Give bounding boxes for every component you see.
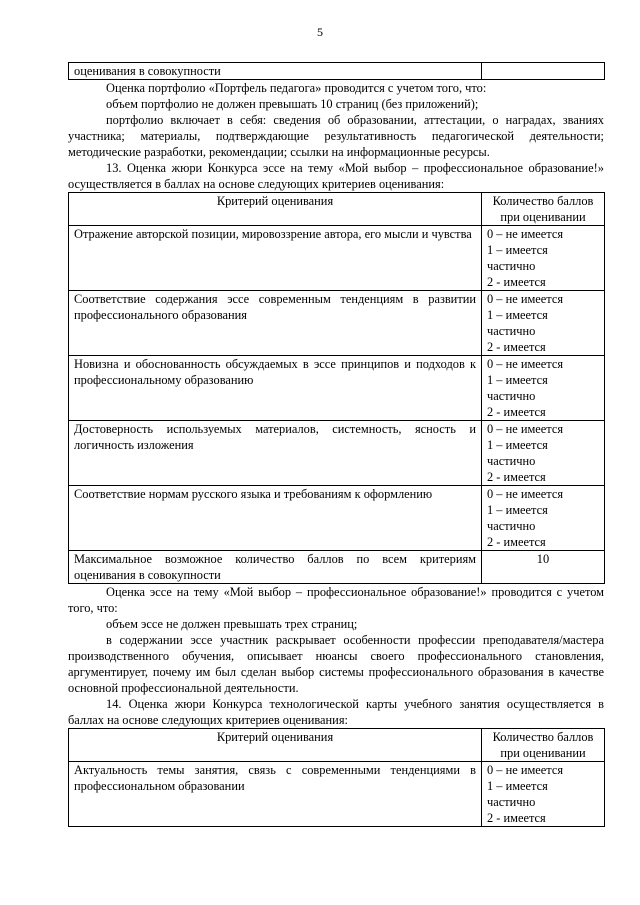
score-line: 0 – не имеется <box>487 357 564 371</box>
paragraph: объем портфолио не должен превышать 10 страниц (без приложений); <box>106 97 479 111</box>
criterion-cell: Соответствие содержания эссе современным тенденциям в развитии профессионального образования <box>69 291 482 356</box>
table-row-total <box>69 551 605 584</box>
table-row <box>69 356 605 421</box>
score-line: 1 – имеется <box>487 373 548 387</box>
score-line: частично <box>487 519 536 533</box>
header-score-line: при оценивании <box>500 746 586 760</box>
score-cell <box>482 421 605 486</box>
score-line: 0 – не имеется <box>487 763 564 777</box>
score-line: 1 – имеется <box>487 779 548 793</box>
portfolio-table-continuation <box>68 62 605 80</box>
criterion-cell: Актуальность темы занятия, связь с современными тенденциями в профессиональном образовании <box>69 762 482 827</box>
score-line: 1 – имеется <box>487 243 548 257</box>
score-line: 1 – имеется <box>487 503 548 517</box>
table-header-score <box>482 729 605 762</box>
score-cell <box>482 356 605 421</box>
score-line: 2 - имеется <box>487 470 546 484</box>
score-cell <box>482 226 605 291</box>
criterion-cell: Соответствие нормам русского языка и требованиям к оформлению <box>69 486 482 551</box>
paragraph-section-14: 14. Оценка жюри Конкурса технологической карты учебного занятия осуществляется в баллах на основе следующих критериев оценивания: <box>68 697 604 727</box>
score-cell <box>482 762 605 827</box>
score-line: 0 – не имеется <box>487 422 564 436</box>
page-number: 5 <box>317 25 323 39</box>
table-header-criterion: Критерий оценивания <box>69 729 482 762</box>
paragraph: в содержании эссе участник раскрывает особенности профессии преподавателя/мастера производственного обучения, описывает нюансы своего профессионального становления, аргументирует, почему им был сделан выбор системы профессионального образования в качестве основной профессиональной деятельности. <box>68 633 604 695</box>
table-row <box>69 291 605 356</box>
criterion-cell: Отражение авторской позиции, мировоззрение автора, его мысли и чувства <box>69 226 482 291</box>
score-line: 2 - имеется <box>487 535 546 549</box>
score-line: частично <box>487 454 536 468</box>
criterion-cell: Новизна и обоснованность обсуждаемых в эссе принципов и подходов к профессиональному образованию <box>69 356 482 421</box>
score-line: 2 - имеется <box>487 811 546 825</box>
header-score-line: Количество баллов <box>492 730 594 744</box>
table-row <box>69 762 605 827</box>
score-line: 0 – не имеется <box>487 487 564 501</box>
paragraph: объем эссе не должен превышать трех страниц; <box>106 617 358 631</box>
score-line: 2 - имеется <box>487 340 546 354</box>
paragraph-section-13: 13. Оценка жюри Конкурса эссе на тему «Мой выбор – профессиональное образование!» осуществляется в баллах на основе следующих критериев оценивания: <box>68 161 604 191</box>
total-value-cell: 10 <box>482 551 605 584</box>
criterion-cell: Достоверность используемых материалов, системность, ясность и логичность изложения <box>69 421 482 486</box>
table-cell <box>482 63 605 80</box>
score-line: частично <box>487 324 536 338</box>
score-line: 2 - имеется <box>487 275 546 289</box>
essay-criteria-table <box>68 192 605 584</box>
header-score-line: при оценивании <box>500 210 586 224</box>
table-row <box>69 226 605 291</box>
score-line: 0 – не имеется <box>487 292 564 306</box>
total-label-cell: Максимальное возможное количество баллов по всем критериям оценивания в совокупности <box>69 551 482 584</box>
score-line: 0 – не имеется <box>487 227 564 241</box>
table-cell: оценивания в совокупности <box>69 63 482 80</box>
score-line: частично <box>487 389 536 403</box>
paragraph: Оценка портфолио «Портфель педагога» проводится с учетом того, что: <box>106 81 487 95</box>
paragraph: портфолио включает в себя: сведения об образовании, аттестации, о наградах, званиях участника; материалы, подтверждающие результативность педагогической деятельности; методические разработки, рекомендации; ссылки на информационные ресурсы. <box>68 113 604 159</box>
paragraph: Оценка эссе на тему «Мой выбор – профессиональное образование!» проводится с учетом того, что: <box>68 585 604 615</box>
table-header-criterion: Критерий оценивания <box>69 193 482 226</box>
score-line: 1 – имеется <box>487 308 548 322</box>
page-content <box>68 62 604 827</box>
score-cell <box>482 486 605 551</box>
score-cell <box>482 291 605 356</box>
score-line: частично <box>487 795 536 809</box>
header-score-line: Количество баллов <box>492 194 594 208</box>
table-row <box>69 421 605 486</box>
score-line: частично <box>487 259 536 273</box>
table-row <box>69 486 605 551</box>
score-line: 2 - имеется <box>487 405 546 419</box>
lesson-criteria-table <box>68 728 605 827</box>
score-line: 1 – имеется <box>487 438 548 452</box>
table-header-score <box>482 193 605 226</box>
